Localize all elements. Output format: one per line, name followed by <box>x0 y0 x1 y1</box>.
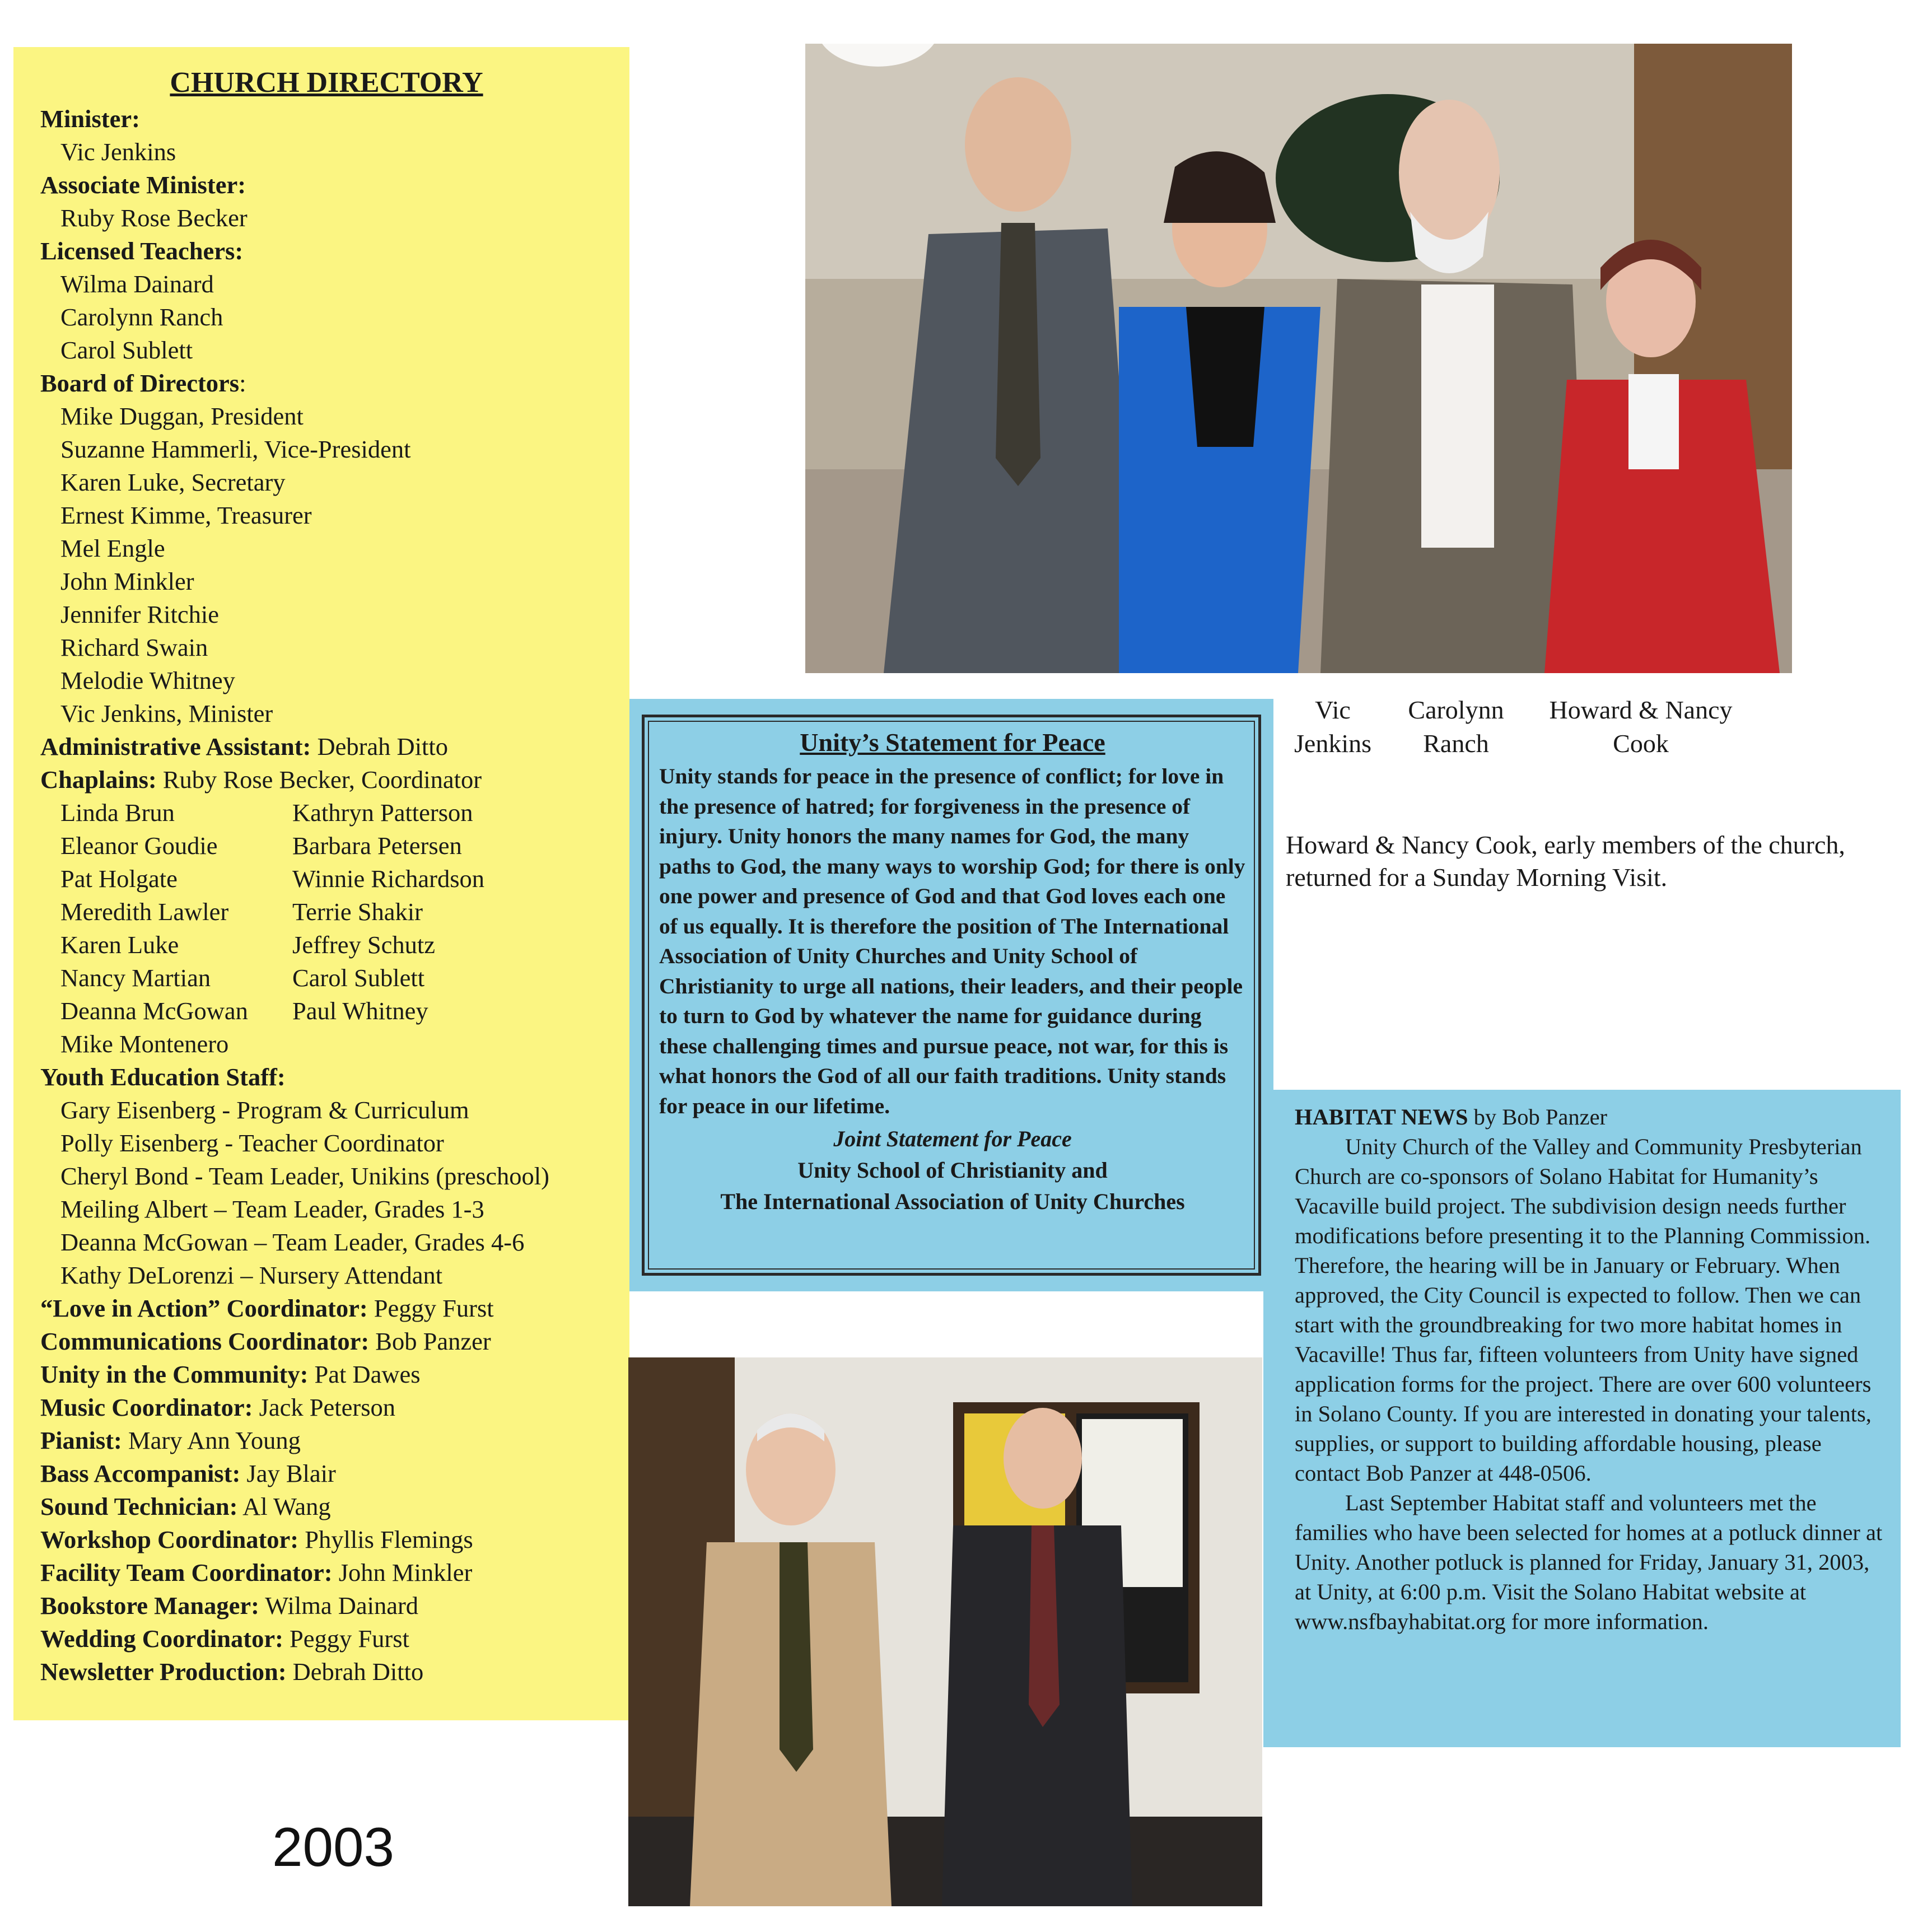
directory-role-line <box>40 1523 613 1556</box>
directory-role-line <box>40 1457 613 1490</box>
chaplains-list <box>40 796 613 1061</box>
directory-role-line <box>40 102 613 136</box>
directory-person-name: Deanna McGowan – Team Leader, Grades 4-6 <box>60 1228 525 1256</box>
directory-role-label: Chaplains: <box>40 766 157 794</box>
directory-title: CHURCH DIRECTORY <box>170 67 483 99</box>
directory-person-name: Mary Ann Young <box>122 1426 301 1454</box>
church-directory-panel <box>13 47 629 1720</box>
directory-role-label: Unity in the Community: <box>40 1360 309 1388</box>
directory-role-line <box>40 1424 613 1457</box>
chaplain-row <box>40 1028 613 1061</box>
year-label: 2003 <box>272 1816 395 1878</box>
directory-person-name: : <box>239 369 246 397</box>
directory-role-line <box>40 169 613 202</box>
directory-name-line <box>40 532 613 565</box>
directory-role-label: Minister: <box>40 105 140 133</box>
directory-person-name: Peggy Furst <box>367 1294 494 1322</box>
directory-person-name: Al Wang <box>237 1492 331 1520</box>
directory-person-name: Melodie Whitney <box>60 666 235 694</box>
directory-person-name: Polly Eisenberg - Teacher Coordinator <box>60 1129 444 1157</box>
directory-name-line <box>40 1160 613 1193</box>
photo-caption-note: Howard & Nancy Cook, early members of the church, returned for a Sunday Morning Visit. <box>1286 830 1845 892</box>
directory-role-label: Workshop Coordinator: <box>40 1525 299 1553</box>
chaplain-name: Linda Brun <box>60 799 175 827</box>
directory-person-name: Ernest Kimme, Treasurer <box>60 501 312 529</box>
chaplain-name: Karen Luke <box>60 931 179 959</box>
chaplain-name: Deanna McGowan <box>60 997 248 1025</box>
directory-person-name: Peggy Furst <box>283 1625 409 1653</box>
directory-list-continued <box>40 1061 613 1688</box>
directory-role-line <box>40 1325 613 1358</box>
directory-name-line <box>40 664 613 697</box>
directory-role-label: Sound Technician: <box>40 1492 238 1520</box>
peace-statement-panel <box>629 699 1273 1291</box>
directory-name-line <box>40 1226 613 1259</box>
directory-name-line <box>40 1193 613 1226</box>
chaplain-name: Mike Montenero <box>60 1030 229 1058</box>
directory-name-line <box>40 433 613 466</box>
directory-role-label: Administrative Assistant: <box>40 732 311 760</box>
chaplain-name: Meredith Lawler <box>60 898 229 926</box>
directory-role-label: Associate Minister: <box>40 171 246 199</box>
directory-name-line <box>40 1259 613 1292</box>
chaplain-name: Eleanor Goudie <box>60 832 218 860</box>
directory-role-label: Facility Team Coordinator: <box>40 1558 333 1586</box>
directory-person-name: Wilma Dainard <box>259 1592 419 1620</box>
directory-person-name: Cheryl Bond - Team Leader, Unikins (preschool) <box>60 1162 549 1190</box>
chaplain-row <box>40 829 613 862</box>
photo-caption-names <box>1282 693 1764 766</box>
directory-person-name: Mel Engle <box>60 534 165 562</box>
caption-person-3 <box>1529 693 1753 760</box>
directory-role-label: Bookstore Manager: <box>40 1592 259 1620</box>
directory-name-line <box>40 565 613 598</box>
caption-first-name: Carolynn <box>1408 696 1504 724</box>
directory-role-label: Licensed Teachers: <box>40 237 244 265</box>
habitat-paragraph-1: Unity Church of the Valley and Community Presbyterian Church are co-sponsors of Solano Habitat for Humanity’s Vacaville build project. The subdivision design needs further modifications before presenting it to the Planning Commission. Therefore, the hearing will be in January or February. When approved, the City Council is expected to follow. Then we can start with the groundbreaking for two more habitat homes in Vacaville! Thus far, fifteen volunteers from Unity have signed application forms for the project. There are over 600 volunteers in Solano County. If you are interested in donating your talents, supplies, or support to building affordable housing, please contact Bob Panzer at 448-0506. <box>1295 1134 1872 1486</box>
peace-signature-line-1: Unity School of Christianity and <box>797 1158 1108 1183</box>
directory-name-line <box>40 631 613 664</box>
directory-person-name: Carol Sublett <box>60 336 193 364</box>
directory-person-name: Debrah Ditto <box>286 1658 424 1686</box>
chaplain-name: Paul Whitney <box>292 997 428 1025</box>
directory-role-label: Board of Directors <box>40 369 240 397</box>
directory-name-line <box>40 202 613 235</box>
habitat-news-panel <box>1263 1090 1901 1747</box>
group-photo-illustration <box>805 44 1792 673</box>
chaplain-name: Jeffrey Schutz <box>292 931 435 959</box>
directory-name-line <box>40 1127 613 1160</box>
directory-role-label: Music Coordinator: <box>40 1393 253 1421</box>
peace-signature-line-2: The International Association of Unity Churches <box>720 1189 1185 1214</box>
chaplain-row <box>40 962 613 995</box>
directory-person-name: Pat Dawes <box>308 1360 421 1388</box>
directory-person-name: John Minkler <box>332 1558 473 1586</box>
directory-person-name: Meiling Albert – Team Leader, Grades 1-3 <box>60 1195 484 1223</box>
habitat-paragraph-2: Last September Habitat staff and volunteers met the families who have been selected for homes at a potluck dinner at Unity. Another potluck is planned for Friday, January 31, 2003, at Unity, at 6:00 p.m. Visit the Solano Habitat website at www.nsfbayhabitat.org for more information. <box>1295 1490 1883 1634</box>
directory-role-line <box>40 1358 613 1391</box>
caption-last-name: Jenkins <box>1294 729 1371 758</box>
directory-role-line <box>40 1061 613 1094</box>
directory-person-name: Vic Jenkins <box>60 138 176 166</box>
chaplain-name: Kathryn Patterson <box>292 799 473 827</box>
directory-role-line <box>40 730 613 763</box>
directory-role-label: Pianist: <box>40 1426 122 1454</box>
caption-first-name: Vic <box>1315 696 1351 724</box>
directory-person-name: Ruby Rose Becker, Coordinator <box>156 766 482 794</box>
directory-role-label: Newsletter Production: <box>40 1658 287 1686</box>
caption-first-name: Howard & Nancy <box>1549 696 1733 724</box>
habitat-news-body <box>1295 1102 1883 1636</box>
chaplain-row <box>40 995 613 1028</box>
chaplain-name: Nancy Martian <box>60 964 211 992</box>
chaplain-name: Pat Holgate <box>60 865 178 893</box>
directory-person-name: Suzanne Hammerli, Vice-President <box>60 435 411 463</box>
directory-person-name: Karen Luke, Secretary <box>60 468 286 496</box>
directory-role-label: Youth Education Staff: <box>40 1063 286 1091</box>
peace-title: Unity’s Statement for Peace <box>800 728 1105 757</box>
directory-name-line <box>40 499 613 532</box>
chaplain-name: Barbara Petersen <box>292 832 462 860</box>
directory-name-line <box>40 136 613 169</box>
directory-role-line <box>40 1391 613 1424</box>
directory-name-line <box>40 268 613 301</box>
chaplain-row <box>40 862 613 895</box>
chaplain-row <box>40 895 613 928</box>
directory-name-line <box>40 334 613 367</box>
habitat-byline: by Bob Panzer <box>1468 1104 1608 1130</box>
directory-person-name: Kathy DeLorenzi – Nursery Attendant <box>60 1261 443 1289</box>
chaplain-name <box>292 1028 613 1061</box>
caption-last-name: Ranch <box>1423 729 1489 758</box>
directory-role-line <box>40 235 613 268</box>
directory-name-line <box>40 301 613 334</box>
chaplain-name: Winnie Richardson <box>292 865 485 893</box>
caption-person-1 <box>1294 693 1372 760</box>
directory-role-line <box>40 367 613 400</box>
directory-person-name: Ruby Rose Becker <box>60 204 248 232</box>
peace-body: Unity stands for peace in the presence of conflict; for love in the presence of hatred; for forgiveness in the presence of injury. Unity honors the many names for God, the many paths to God, the many ways to worship God; for there is only one power and presence of God and that God loves each one of us equally. It is therefore the position of The International Association of Unity Churches and Unity School of Christianity to urge all nations, their leaders, and their people to turn to God by whatever the name for guidance during these challenging times and pursue peace, not war, for this is what honors the God of all our faith traditions. Unity stands for peace in our lifetime. <box>659 764 1245 1118</box>
peace-signature-title: Joint Statement for Peace <box>833 1126 1072 1151</box>
directory-role-line <box>40 1490 613 1523</box>
directory-person-name: Mike Duggan, President <box>60 402 304 430</box>
directory-name-line <box>40 400 613 433</box>
directory-person-name: Gary Eisenberg - Program & Curriculum <box>60 1096 469 1124</box>
directory-person-name: Bob Panzer <box>369 1327 491 1355</box>
directory-name-line <box>40 466 613 499</box>
hallway-photo-illustration <box>628 1357 1262 1906</box>
directory-list <box>40 102 613 796</box>
caption-person-2 <box>1394 693 1518 760</box>
directory-person-name: Carolynn Ranch <box>60 303 223 331</box>
directory-person-name: Jennifer Ritchie <box>60 600 219 628</box>
directory-role-line <box>40 1622 613 1655</box>
directory-person-name: John Minkler <box>60 567 194 595</box>
directory-role-label: Communications Coordinator: <box>40 1327 370 1355</box>
group-photo <box>805 44 1792 673</box>
directory-person-name: Debrah Ditto <box>311 732 449 760</box>
directory-role-line <box>40 763 613 796</box>
directory-person-name: Wilma Dainard <box>60 270 214 298</box>
chaplain-row <box>40 928 613 962</box>
hallway-photo <box>628 1357 1262 1906</box>
directory-person-name: Phyllis Flemings <box>298 1525 473 1553</box>
directory-name-line <box>40 598 613 631</box>
directory-role-label: “Love in Action” Coordinator: <box>40 1294 368 1322</box>
chaplain-name: Terrie Shakir <box>292 898 423 926</box>
directory-role-label: Wedding Coordinator: <box>40 1625 283 1653</box>
directory-name-line <box>40 1094 613 1127</box>
habitat-heading: HABITAT NEWS <box>1295 1104 1468 1130</box>
caption-last-name: Cook <box>1613 729 1669 758</box>
directory-person-name: Richard Swain <box>60 633 208 661</box>
directory-role-line <box>40 1556 613 1589</box>
directory-person-name: Jack Peterson <box>253 1393 396 1421</box>
directory-person-name: Vic Jenkins, Minister <box>60 699 273 727</box>
directory-role-label: Bass Accompanist: <box>40 1459 241 1487</box>
directory-role-line <box>40 1655 613 1688</box>
peace-statement-frame <box>642 715 1261 1276</box>
chaplain-row <box>40 796 613 829</box>
directory-name-line <box>40 697 613 730</box>
directory-role-line <box>40 1589 613 1622</box>
directory-role-line <box>40 1292 613 1325</box>
directory-person-name: Jay Blair <box>240 1459 336 1487</box>
chaplain-name: Carol Sublett <box>292 964 425 992</box>
